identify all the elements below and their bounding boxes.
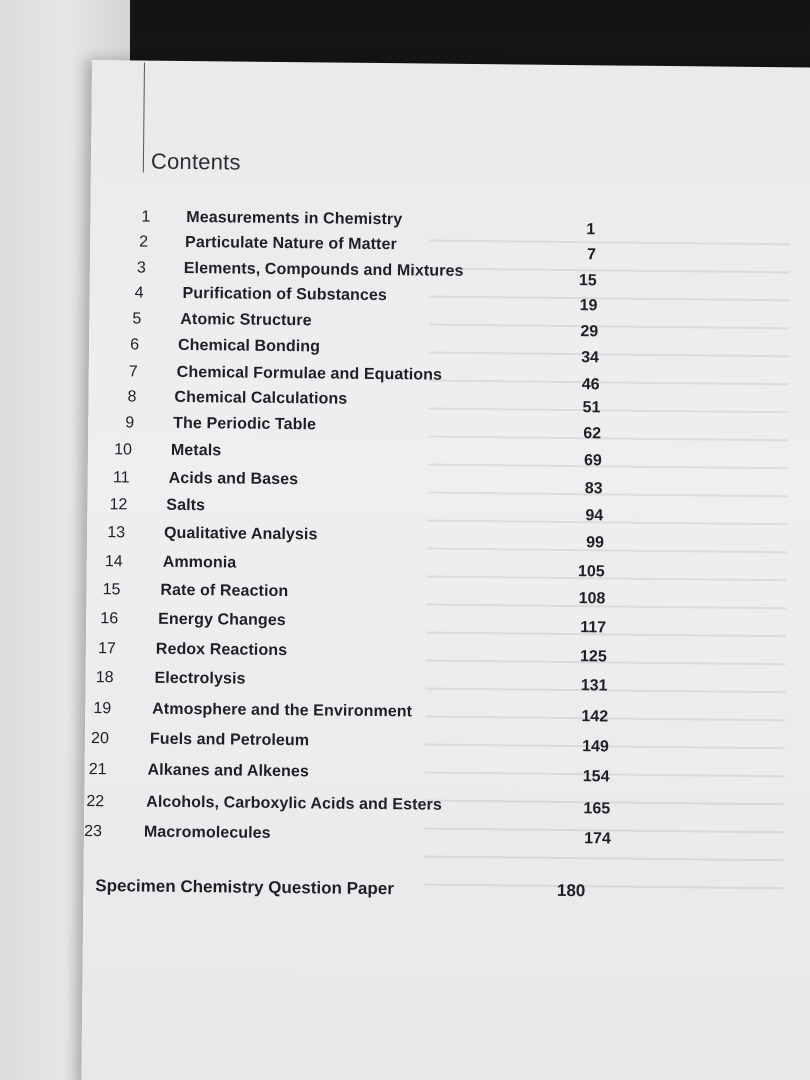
toc-entry (85, 669, 785, 700)
toc-entry (86, 581, 786, 612)
chapter-number: 16 (100, 610, 119, 628)
chapter-page-number: 99 (586, 534, 605, 552)
toc-entry (84, 823, 784, 854)
chapter-page-number: 69 (583, 452, 602, 470)
toc-entry (88, 414, 788, 445)
chapter-title: Alkanes and Alkenes (147, 761, 310, 781)
chapter-number: 5 (132, 310, 142, 328)
toc-entry (87, 469, 787, 500)
chapter-page-number: 165 (583, 800, 611, 818)
chapter-number: 18 (95, 669, 114, 687)
chapter-page-number: 142 (581, 708, 609, 726)
chapter-number: 20 (91, 730, 109, 748)
chapter-title: Alcohols, Carboxylic Acids and Esters (146, 793, 442, 814)
toc-entry (85, 730, 785, 761)
specimen-paper-page: 180 (556, 880, 586, 901)
toc-entry (86, 610, 786, 641)
chapter-title: Energy Changes (158, 610, 286, 630)
contents-heading: Contents (150, 148, 241, 175)
chapter-title: Ammonia (162, 553, 237, 572)
toc-entry (87, 496, 787, 527)
chapter-page-number: 1 (586, 221, 596, 239)
chapter-number: 22 (86, 792, 105, 811)
chapter-number: 15 (102, 581, 121, 599)
chapter-number: 10 (114, 441, 133, 459)
specimen-paper-title: Specimen Chemistry Question Paper (95, 876, 394, 899)
chapter-number: 8 (127, 388, 137, 406)
chapter-page-number: 131 (580, 677, 608, 695)
chapter-title: Measurements in Chemistry (186, 208, 403, 229)
chapter-number: 6 (130, 336, 140, 354)
chapter-title: Metals (170, 441, 222, 460)
chapter-page-number: 34 (581, 349, 599, 367)
chapter-title: Purification of Substances (182, 284, 388, 305)
page-fold-line (143, 63, 145, 173)
chapter-title: The Periodic Table (173, 414, 317, 434)
chapter-title: Macromolecules (143, 823, 271, 842)
chapter-title: Redox Reactions (155, 640, 288, 660)
chapter-page-number: 108 (578, 590, 606, 608)
chapter-number: 9 (125, 414, 135, 432)
chapter-page-number: 46 (581, 376, 600, 394)
chapter-number: 3 (136, 259, 146, 277)
chapter-number: 7 (128, 363, 138, 381)
toc-entry (88, 441, 788, 472)
chapter-title: Qualitative Analysis (163, 524, 318, 544)
chapter-title: Chemical Bonding (177, 336, 321, 356)
chapter-page-number: 83 (584, 480, 603, 498)
chapter-title: Electrolysis (154, 669, 246, 688)
chapter-page-number: 154 (582, 768, 610, 786)
chapter-page-number: 105 (577, 563, 605, 581)
toc-entry (86, 640, 786, 671)
toc-entry (85, 700, 785, 731)
chapter-number: 14 (104, 553, 123, 571)
toc-entry (84, 761, 784, 792)
book-page (81, 60, 810, 1080)
toc-entry (89, 336, 789, 367)
chapter-number: 4 (134, 284, 144, 302)
chapter-page-number: 51 (582, 399, 601, 417)
chapter-page-number: 174 (584, 830, 611, 848)
chapter-title: Fuels and Petroleum (149, 730, 310, 750)
chapter-page-number: 117 (580, 619, 607, 637)
chapter-title: Atmosphere and the Environment (152, 700, 413, 721)
chapter-number: 19 (93, 700, 112, 718)
chapter-page-number: 19 (579, 297, 598, 315)
chapter-page-number: 149 (582, 738, 609, 756)
chapter-title: Elements, Compounds and Mixtures (183, 259, 464, 280)
toc-entry (84, 793, 784, 824)
toc-entry (87, 553, 787, 584)
toc-entry (87, 524, 787, 555)
chapter-title: Salts (166, 496, 206, 515)
chapter-number: 21 (88, 761, 107, 779)
chapter-number: 12 (109, 496, 128, 514)
chapter-title: Chemical Formulae and Equations (176, 363, 443, 384)
chapter-title: Acids and Bases (168, 469, 299, 489)
chapter-page-number: 29 (580, 323, 599, 341)
chapter-number: 17 (97, 640, 116, 658)
chapter-page-number: 62 (583, 425, 602, 443)
chapter-page-number: 125 (579, 648, 607, 666)
chapter-title: Atomic Structure (180, 310, 312, 330)
chapter-page-number: 15 (578, 272, 597, 290)
chapter-page-number: 7 (586, 246, 597, 264)
chapter-number: 1 (141, 208, 151, 226)
chapter-title: Chemical Calculations (174, 388, 348, 408)
chapter-number: 2 (139, 233, 149, 251)
chapter-title: Rate of Reaction (160, 581, 289, 601)
chapter-number: 23 (84, 822, 103, 841)
chapter-number: 13 (107, 524, 126, 542)
chapter-page-number: 94 (585, 507, 604, 525)
chapter-number: 11 (112, 469, 130, 487)
chapter-title: Particulate Nature of Matter (185, 233, 397, 254)
